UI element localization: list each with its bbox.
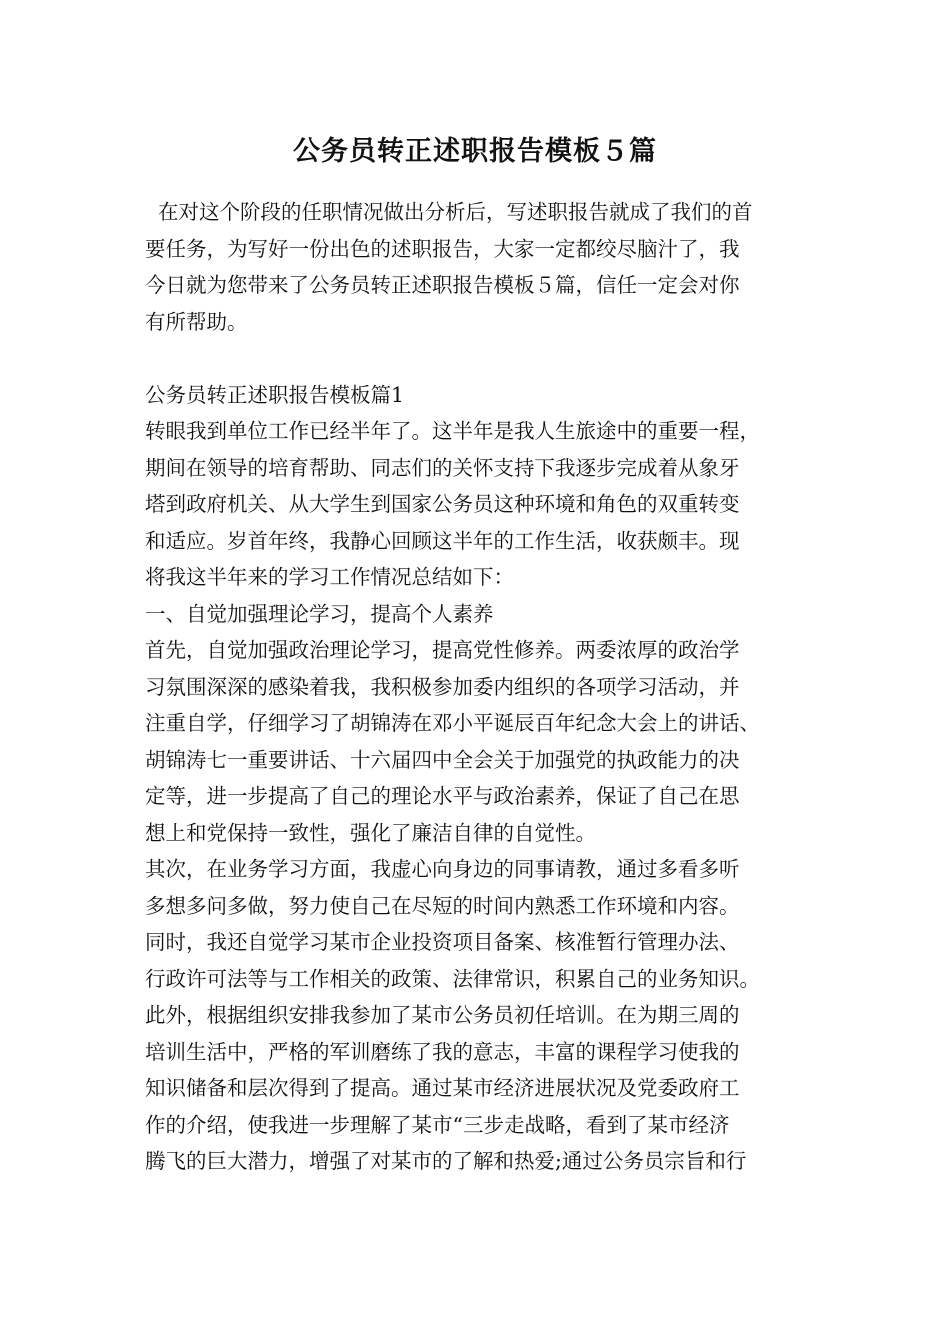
body-line: 此外，根据组织安排我参加了某市公务员初任培训。在为期三周的: [145, 1003, 740, 1027]
body-line: 和适应。岁首年终，我静心回顾这半年的工作生活，收获颇丰。现: [145, 528, 740, 553]
body-line: 习氛围深深的感染着我，我积极参加委内组织的各项学习活动，并: [145, 674, 740, 699]
document-body: [145, 194, 817, 1180]
body-line: 知识储备和层次得到了提高。通过某市经济进展状况及党委政府工: [145, 1076, 740, 1100]
body-line: 其次，在业务学习方面，我虚心向身边的同事请教，通过多看多听: [145, 857, 740, 881]
body-line: 定等，进一步提高了自己的理论水平与政治素养，保证了自己在思: [145, 784, 740, 808]
body-line: 作的介绍，使我进一步理解了某市“三步走战略，看到了某市经济: [145, 1112, 730, 1137]
body-line: 腾飞的巨大潜力，增强了对某市的了解和热爱;通过公务员宗旨和行: [145, 1149, 747, 1173]
section-heading: 公务员转正述职报告模板篇1: [145, 382, 405, 407]
intro-line: 有所帮助。: [145, 309, 248, 334]
paragraph-gap: [145, 340, 817, 377]
body-line: 胡锦涛七一重要讲话、十六届四中全会关于加强党的执政能力的决: [145, 747, 740, 772]
subsection-heading: 一、自觉加强理论学习，提高个人素养: [145, 601, 494, 626]
intro-line: 要任务，为写好一份出色的述职报告，大家一定都绞尽脑汁了，我: [145, 236, 740, 261]
body-line: 转眼我到单位工作已经半年了。这半年是我人生旅途中的重要一程，: [145, 419, 760, 443]
intro-line: 在对这个阶段的任职情况做出分析后，写述职报告就成了我们的首: [145, 200, 753, 224]
document-title: 公务员转正述职报告模板５篇: [293, 136, 657, 167]
body-line: 想上和党保持一致性，强化了廉洁自律的自觉性。: [145, 820, 596, 845]
body-line: 行政许可法等与工作相关的政策、法律常识，积累自己的业务知识。: [145, 966, 760, 991]
body-line: 培训生活中，严格的军训磨练了我的意志，丰富的课程学习使我的: [145, 1039, 740, 1064]
body-line: 将我这半年来的学习工作情况总结如下：: [145, 565, 514, 589]
body-line: 首先，自觉加强政治理论学习，提高党性修养。两委浓厚的政治学: [145, 638, 740, 662]
body-line: 多想多问多做，努力使自己在尽短的时间内熟悉工作环境和内容。: [145, 893, 740, 918]
body-line: 注重自学，仔细学习了胡锦涛在邓小平诞辰百年纪念大会上的讲话、: [145, 711, 760, 735]
body-line: 期间在领导的培育帮助、同志们的关怀支持下我逐步完成着从象牙: [145, 455, 740, 480]
intro-line: 今日就为您带来了公务员转正述职报告模板５篇，信任一定会对你: [145, 273, 740, 297]
body-line: 塔到政府机关、从大学生到国家公务员这种环境和角色的双重转变: [145, 492, 740, 516]
body-line: 同时，我还自觉学习某市企业投资项目备案、核准暂行管理办法、: [145, 930, 740, 954]
